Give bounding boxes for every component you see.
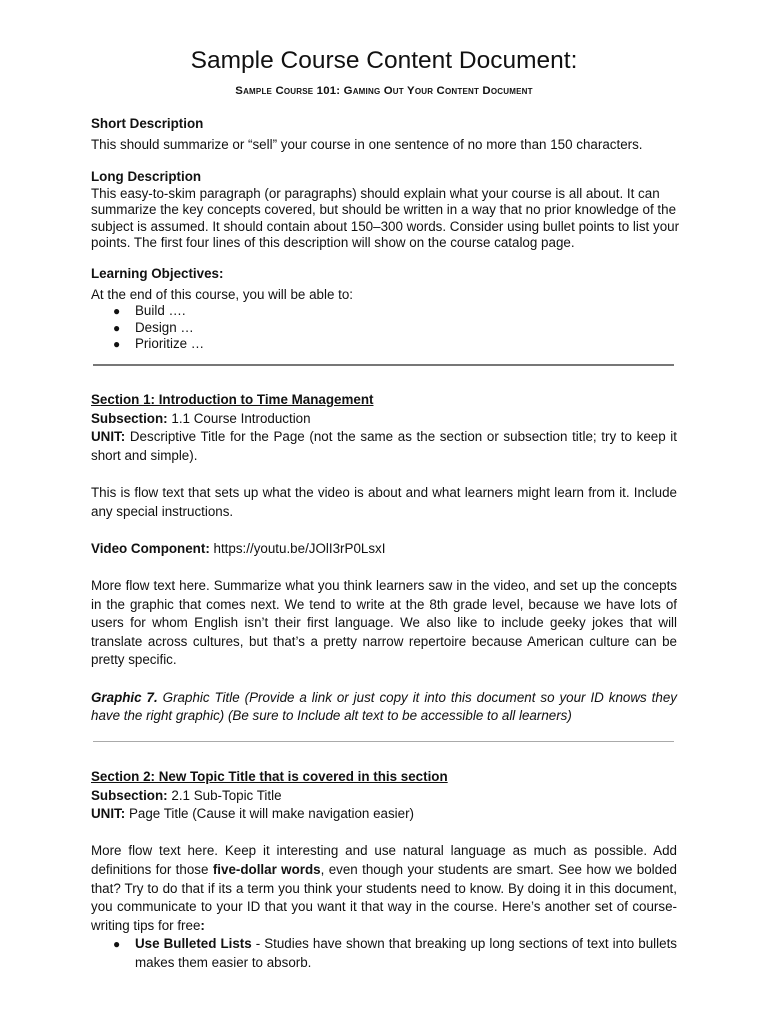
- unit-label: UNIT:: [91, 806, 126, 822]
- horizontal-divider: [93, 741, 674, 742]
- list-item-text: Build ….: [135, 303, 186, 318]
- section-1-subsection: [91, 410, 677, 429]
- graphic-caption: [91, 689, 677, 726]
- video-component: [91, 540, 677, 559]
- bullet-icon: ●: [113, 304, 121, 318]
- section-2-unit: [91, 805, 677, 824]
- bullet-icon: ●: [113, 320, 121, 335]
- long-description-text: This easy-to-skim paragraph (or paragraphs) should explain what your course is all about. It can summarize the key concepts covered, but should be written in a way that no prior knowledge of the subject is assumed. It should contain about 150–300 words. Consider using bullet points to list your points. The first four lines of this description will show on the course catalog page.: [91, 185, 680, 250]
- bullet-icon: ●: [113, 337, 121, 351]
- short-description-block: [91, 116, 677, 153]
- list-item: [91, 935, 677, 972]
- section-2-subsection: [91, 787, 677, 806]
- section-2-flow-text: More flow text here. Keep it interesting and use natural language as much as possible. Add definitions for those five-dollar words, even though your students are smart. See how we bolded that? Try to do that if its a term you think your students need to know. By doing it in this document, you communicate to your ID that you want it that way in the course. Here’s another set of course-writing tips for free:: [91, 843, 677, 933]
- learning-objectives-list: [91, 303, 677, 353]
- learning-objectives-intro: At the end of this course, you will be able to:: [91, 286, 354, 302]
- list-item: [91, 320, 677, 337]
- long-description-heading: Long Description: [91, 169, 202, 184]
- video-label: Video Component:: [91, 540, 210, 556]
- unit-value: Page Title (Cause it will make navigation easier): [128, 806, 415, 822]
- section-1-unit: [91, 428, 677, 465]
- subsection-value: 2.1 Sub-Topic Title: [171, 787, 282, 803]
- section-1-flow-text: This is flow text that sets up what the video is about and what learners might learn from it. Include any special instructions.: [91, 484, 677, 519]
- list-item-text: Prioritize …: [135, 336, 205, 351]
- subsection-label: Subsection:: [91, 410, 168, 426]
- short-description-heading: Short Description: [91, 116, 204, 131]
- list-item-text: Design …: [135, 319, 194, 335]
- graphic-label: Graphic 7.: [91, 689, 158, 705]
- learning-objectives-block: [91, 266, 677, 353]
- section-1-flow-text-2: More flow text here. Summarize what you think learners saw in the video, and set up the concepts in the graphic that comes next. We tend to write at the 8th grade level, because we have lots of users for whom English isn’t their first language. We also like to include geeky jokes that will translate across cultures, but that’s a pretty narrow repertoire because American culture can be pretty specific.: [91, 577, 677, 668]
- bullet-icon: ●: [113, 937, 121, 952]
- graphic-text: Graphic Title (Provide a link or just copy it into this document so your ID knows they have the right graphic) (Be sure to Include alt text to be accessible to all learners): [91, 689, 677, 724]
- tips-list: [91, 935, 677, 972]
- unit-value: Descriptive Title for the Page (not the same as the section or subsection title; try to keep it short and simple).: [91, 429, 677, 463]
- bold-term: five-dollar words: [212, 861, 321, 877]
- subsection-value: 1.1 Course Introduction: [171, 410, 311, 426]
- section-2: [91, 768, 677, 973]
- list-item: [91, 336, 677, 353]
- short-description-text: This should summarize or “sell” your course in one sentence of no more than 150 characters.: [91, 136, 643, 152]
- subsection-label: Subsection:: [91, 787, 168, 803]
- document-subtitle: Sample Course 101: Gaming Out Your Content Document: [235, 85, 533, 97]
- horizontal-divider: [93, 364, 674, 366]
- list-item: [91, 303, 677, 320]
- unit-label: UNIT:: [91, 429, 126, 445]
- video-url: https://youtu.be/JOlI3rP0LsxI: [213, 540, 386, 556]
- section-1-title: Section 1: Introduction to Time Management: [91, 392, 374, 407]
- tip-title: Use Bulleted Lists: [135, 936, 252, 952]
- section-2-title: Section 2: New Topic Title that is covered in this section: [91, 769, 448, 784]
- learning-objectives-heading: Learning Objectives:: [91, 266, 224, 281]
- tip-text: - Studies have shown that breaking up long sections of text into bullets makes them easier to absorb.: [135, 936, 677, 970]
- long-description-block: [91, 169, 680, 252]
- section-1: [91, 391, 677, 726]
- document-title: Sample Course Content Document:: [190, 47, 578, 74]
